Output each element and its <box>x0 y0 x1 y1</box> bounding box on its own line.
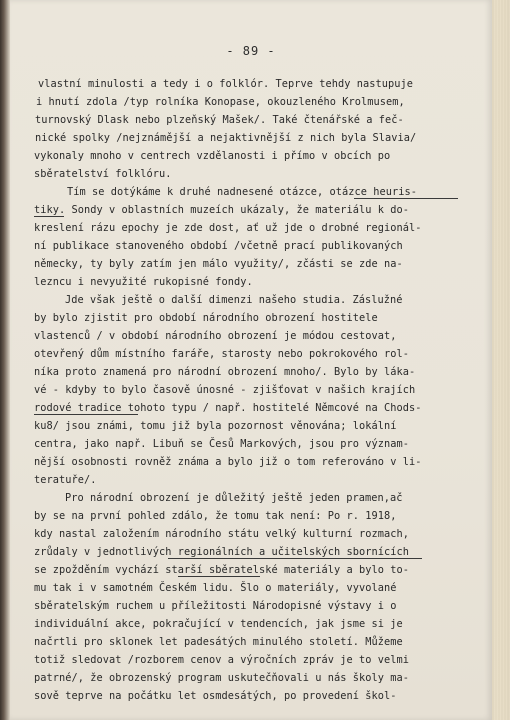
text-line: rodové tradice tohoto typu / např. hostitelé Němcové na Chods- <box>34 402 422 414</box>
underline-regionalnich-sbornicich <box>168 558 422 559</box>
text-line: turnovský Dlask nebo plzeňský Mašek/. Také čtenářské a feč- <box>35 114 404 126</box>
text-line: vlastenců / v období národního obrození je módou cestovat, <box>34 330 397 342</box>
text-line: zrůdaly v jednotlivých regionálních a učitelských sbornících <box>34 546 409 558</box>
text-line: centra, jako např. Libuň se Česů Markových, jsou pro význam- <box>34 438 409 450</box>
text-line: německy, ty byly zatím jen málo využity/, zčásti se zde na- <box>34 258 403 270</box>
text-line: kdy nastal založením národního státu velký kulturní rozmach, <box>34 528 409 540</box>
text-line: nější osobnosti rovněž známa a bylo již o tom referováno v li- <box>34 456 422 468</box>
text-line: vykonaly mnoho v centrech vzdělanosti i přímo v obcích po <box>34 150 391 162</box>
underline-tiky <box>34 216 64 217</box>
text-line: sově teprve na počátku let osmdesátých, po provedení škol- <box>34 690 397 702</box>
text-line: i hnutí zdola /typ rolníka Konopase, okouzleného Krolmusem, <box>36 96 405 108</box>
text-line: nické spolky /nejznámější a nejaktivnější z nich byla Slavia/ <box>35 132 417 144</box>
text-line: vé - kdyby to bylo časově únosné - zjišťovat v našich krajích <box>34 384 416 396</box>
text-line: níka proto znamená pro národní obrození mnoho/. Bylo by láka- <box>34 366 416 378</box>
text-line: totiž sledovat /rozborem cenov a výročních zpráv je to velmi <box>34 654 409 666</box>
text-line: tiky. Sondy v oblastních muzeích ukázaly, že materiálu k do- <box>34 204 409 216</box>
text-line: by se na první pohled zdálo, že tomu tak není: Po r. 1918, <box>34 510 397 522</box>
text-line: Pro národní obrození je důležitý ještě jeden pramen,ač <box>65 492 403 504</box>
text-line: Tím se dotýkáme k druhé nadnesené otázce, otázce heuris- <box>67 186 417 198</box>
text-line: kreslení rázu epochy je zde dost, ať už jde o drobné regionál- <box>34 222 422 234</box>
book-page-edges <box>492 0 510 720</box>
text-line: by bylo zjistit pro období národního obrození hostitele <box>34 312 378 324</box>
text-line: teratuře/. <box>34 474 97 486</box>
text-line: se zpožděním vychází starší sběratelské materiály a bylo to- <box>34 564 409 576</box>
text-line: otevřený dům místního faráře, starosty nebo pokrokového rol- <box>34 348 409 360</box>
text-line: Jde však ještě o další dimenzi našeho studia. Záslužné <box>65 294 403 306</box>
text-line: sběratelství folklóru. <box>34 168 172 180</box>
text-line: vlastní minulosti a tedy i o folklór. Teprve tehdy nastupuje <box>38 78 413 90</box>
text-line: individuální akce, pokračující v tendencích, jak jsme si je <box>34 618 403 630</box>
text-line: mu tak i v samotném Českém lidu. Šlo o materiály, vyvolané <box>34 582 397 594</box>
underline-rodove-tradice <box>34 414 138 415</box>
text-line: sběratelským ruchem u příležitosti Národopisné výstavy i o <box>34 600 397 612</box>
page-number: - 89 - <box>226 44 276 58</box>
underline-heuristiky <box>354 198 458 199</box>
text-line: ku8/ jsou známi, tomu již byla pozornost věnována; lokální <box>34 420 397 432</box>
text-line: ní publikace stanoveného období /včetně prací publikovaných <box>34 240 403 252</box>
underline-ceskem-lidu <box>178 576 260 577</box>
document-page <box>10 0 492 720</box>
text-line: načrtli pro sklonek let padesátých minulého století. Můžeme <box>34 636 403 648</box>
text-line: patrné/, že obrozenský program uskutečňovali u nás školy ma- <box>34 672 409 684</box>
text-line: lezncu i nevyužité rukopisné fondy. <box>34 276 253 288</box>
